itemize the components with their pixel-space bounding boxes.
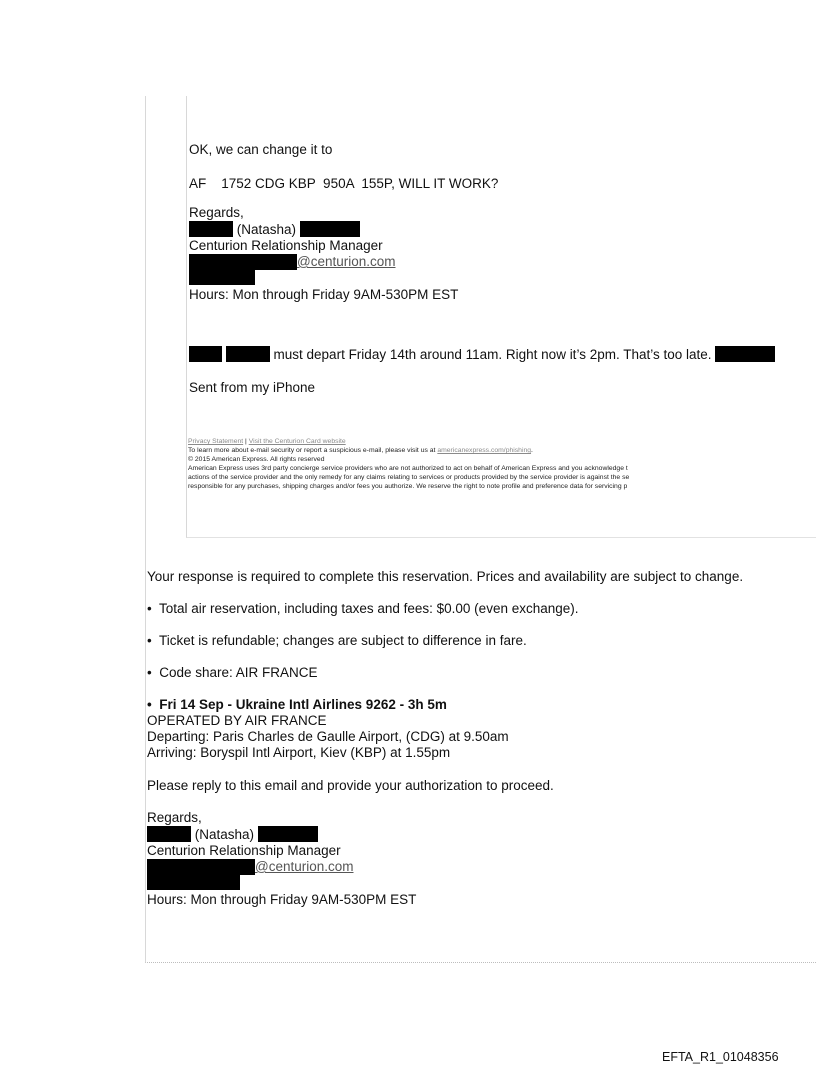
legal-disclaimer-1: American Express uses 3rd party concierge service providers who are not authorized to act on behalf of American Express and you acknowledge t xyxy=(188,465,628,472)
reply-hours: Hours: Mon through Friday 9AM-530PM EST xyxy=(147,892,417,907)
reply-signature-name xyxy=(147,826,318,843)
legal-security-text: To learn more about e-mail security or report a suspicious e-mail, please visit us at xyxy=(188,447,436,454)
reply-nickname: (Natasha) xyxy=(194,827,255,842)
redaction-bar xyxy=(258,826,318,842)
legal-disclaimer-2: actions of the service provider and the only remedy for any claims relating to services or products provided by the service provider is against the se xyxy=(188,474,630,481)
redaction-bar xyxy=(715,346,775,362)
redaction-bar xyxy=(226,346,270,362)
privacy-statement-link[interactable]: Privacy Statement xyxy=(188,438,244,445)
bullet-codeshare xyxy=(147,665,318,681)
bullet-refundable xyxy=(147,633,527,649)
redaction-bar xyxy=(189,254,297,270)
legal-disclaimer-3: responsible for any purchases, shipping charges and/or fees you authorize. We reserve the right to note profile and preference data for servicing p xyxy=(188,483,628,490)
bullet-total xyxy=(147,601,579,617)
flight-arriving: Arriving: Boryspil Intl Airport, Kiev (KBP) at 1.55pm xyxy=(147,745,451,760)
document-id: EFTA_R1_01048356 xyxy=(662,1050,779,1064)
flight-operated-by: OPERATED BY AIR FRANCE xyxy=(147,713,327,728)
quoted-email-link[interactable]: @centurion.com xyxy=(297,254,396,269)
flight-heading-text: Fri 14 Sep - Ukraine Intl Airlines 9262 - 3h 5m xyxy=(159,697,447,712)
flight-departing: Departing: Paris Charles de Gaulle Airport, (CDG) at 9.50am xyxy=(147,729,509,744)
please-reply: Please reply to this email and provide your authorization to proceed. xyxy=(147,778,554,793)
legal-separator: | xyxy=(245,438,247,445)
bullet-refundable-text: Ticket is refundable; changes are subject to difference in fare. xyxy=(159,633,527,648)
redaction-bar xyxy=(147,826,191,842)
flight-heading xyxy=(147,697,447,713)
bullet-codeshare-text: Code share: AIR FRANCE xyxy=(159,665,318,680)
reply-signature-title: Centurion Relationship Manager xyxy=(147,843,341,858)
quoted-hours: Hours: Mon through Friday 9AM-530PM EST xyxy=(189,287,459,302)
bullet-glyph: • xyxy=(147,665,152,680)
quoted-flight-line: AF 1752 CDG KBP 950A 155P, WILL IT WORK? xyxy=(189,176,499,191)
phishing-link[interactable]: americanexpress.com/phishing xyxy=(437,447,532,454)
quoted-signature-name xyxy=(189,221,360,238)
quoted-request-line xyxy=(189,346,775,363)
centurion-website-link[interactable]: Visit the Centurion Card website xyxy=(248,438,346,445)
reply-email-link[interactable]: @centurion.com xyxy=(255,859,354,874)
quoted-request-text: must depart Friday 14th around 11am. Right now it’s 2pm. That’s too late. xyxy=(273,347,712,362)
bullet-total-text: Total air reservation, including taxes and fees: $0.00 (even exchange). xyxy=(159,601,579,616)
quoted-sent-from: Sent from my iPhone xyxy=(189,380,316,395)
quoted-line-1: OK, we can change it to xyxy=(189,142,333,157)
bullet-glyph: • xyxy=(147,697,152,712)
legal-security-line xyxy=(188,446,533,455)
reply-intro: Your response is required to complete this reservation. Prices and availability are subject to change. xyxy=(147,569,744,584)
quoted-regards: Regards, xyxy=(189,205,244,220)
bullet-glyph: • xyxy=(147,601,152,616)
redaction-bar xyxy=(189,269,255,285)
quoted-nickname: (Natasha) xyxy=(236,222,297,237)
redaction-bar xyxy=(147,874,240,890)
bullet-glyph: • xyxy=(147,633,152,648)
redaction-bar xyxy=(300,221,360,237)
legal-copyright: © 2015 American Express. All rights reserved xyxy=(188,456,325,463)
legal-security-suffix: . xyxy=(531,447,533,454)
quoted-signature-title: Centurion Relationship Manager xyxy=(189,238,383,253)
reply-regards: Regards, xyxy=(147,810,202,825)
redaction-bar xyxy=(189,221,233,237)
redaction-bar xyxy=(147,859,255,875)
legal-links xyxy=(188,437,346,446)
redaction-bar xyxy=(189,346,222,362)
